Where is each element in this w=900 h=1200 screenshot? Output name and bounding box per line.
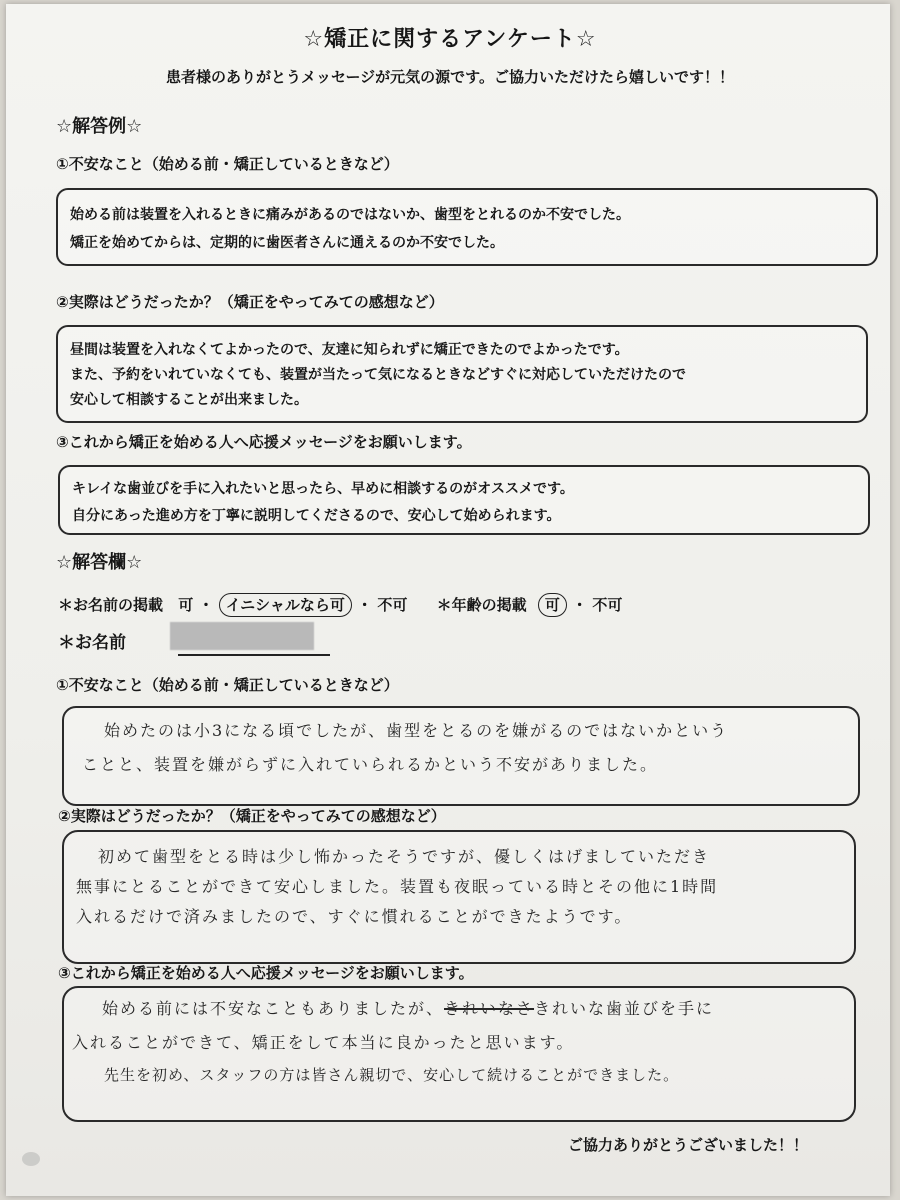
example-q1-label: ①不安なこと（始める前・矯正しているときなど） [56, 155, 399, 173]
answer-q1-handwriting: ことと、装置を嫌がらずに入れていられるかという不安がありました。 [82, 755, 659, 774]
answer-q1-handwriting: 始めたのは小3になる頃でしたが、歯型をとるのを嫌がるのではないかという [104, 721, 729, 740]
answer-q3-label: ③これから矯正を始める人へ応援メッセージをお願いします。 [58, 964, 474, 982]
example-q3-label: ③これから矯正を始める人へ応援メッセージをお願いします。 [56, 433, 472, 451]
answer-heading: ☆解答欄☆ [56, 552, 143, 573]
example-q1-line: 始める前は装置を入れるときに痛みがあるのではないか、歯型をとれるのか不安でした。 [70, 207, 630, 223]
example-q2-line: 安心して相談することが出来ました。 [70, 392, 308, 408]
name-underline [178, 654, 330, 656]
example-q2-line: また、予約をいれていなくても、装置が当たって気になるときなどすぐに対応していただけたので [70, 367, 686, 383]
name-option-initial-circled: イニシャルなら可 [219, 593, 352, 617]
option-separator: ・ [357, 596, 373, 614]
answer-q2-label: ②実際はどうだったか？（矯正をやってみての感想など） [58, 807, 446, 825]
age-option-no: 不可 [592, 596, 623, 614]
answer-q3-handwriting [102, 996, 714, 1019]
answer-q3-text: きれいな歯並びを手に [534, 999, 715, 1018]
answer-q2-handwriting: 初めて歯型をとる時は少し怖かったそうですが、優しくはげましていただき [98, 847, 711, 866]
redacted-name [170, 622, 314, 650]
paper-smudge [22, 1152, 40, 1166]
answer-q1-label: ①不安なこと（始める前・矯正しているときなど） [56, 676, 399, 694]
survey-title: ☆矯正に関するアンケート☆ [303, 27, 597, 52]
name-publication-label: ＊お名前の掲載 [58, 596, 164, 614]
option-separator: ・ [198, 596, 214, 614]
example-q1-line: 矯正を始めてからは、定期的に歯医者さんに通えるのか不安でした。 [70, 235, 504, 251]
struck-out-text: きれいなさ [444, 999, 535, 1018]
name-option-ok: 可 [178, 596, 194, 614]
example-heading: ☆解答例☆ [56, 116, 143, 137]
answer-q2-handwriting: 無事にとることができて安心しました。装置も夜眠っている時とその他に1時間 [76, 877, 719, 896]
example-q2-line: 昼間は装置を入れなくてよかったので、友達に知られずに矯正できたのでよかったです。 [70, 342, 629, 358]
answer-q3-handwriting: 入れることができて、矯正をして本当に良かったと思います。 [72, 1033, 575, 1052]
name-label: ＊お名前 [58, 633, 126, 653]
age-publication-label: ＊年齢の掲載 [436, 596, 527, 614]
answer-q3-text: 始める前には不安なこともありましたが、 [102, 999, 445, 1018]
example-q1-box [56, 188, 878, 266]
answer-q3-handwriting: 先生を初め、スタッフの方は皆さん親切で、安心して続けることができました。 [104, 1066, 680, 1084]
publication-options [58, 594, 622, 615]
thanks-message: ご協力ありがとうございました！！ [568, 1136, 809, 1154]
answer-q2-handwriting: 入れるだけで済みましたので、すぐに慣れることができたようです。 [76, 907, 633, 926]
example-q3-line: 自分にあった進め方を丁寧に説明してくださるので、安心して始められます。 [72, 508, 561, 524]
example-q3-line: キレイな歯並びを手に入れたいと思ったら、早めに相談するのがオススメです。 [72, 481, 574, 497]
example-q2-label: ②実際はどうだったか？（矯正をやってみての感想など） [56, 293, 444, 311]
survey-subtitle: 患者様のありがとうメッセージが元気の源です。ご協力いただけたら嬉しいです！！ [166, 68, 734, 86]
option-separator: ・ [572, 596, 588, 614]
age-option-ok-circled: 可 [538, 593, 567, 617]
name-option-no: 不可 [377, 596, 408, 614]
